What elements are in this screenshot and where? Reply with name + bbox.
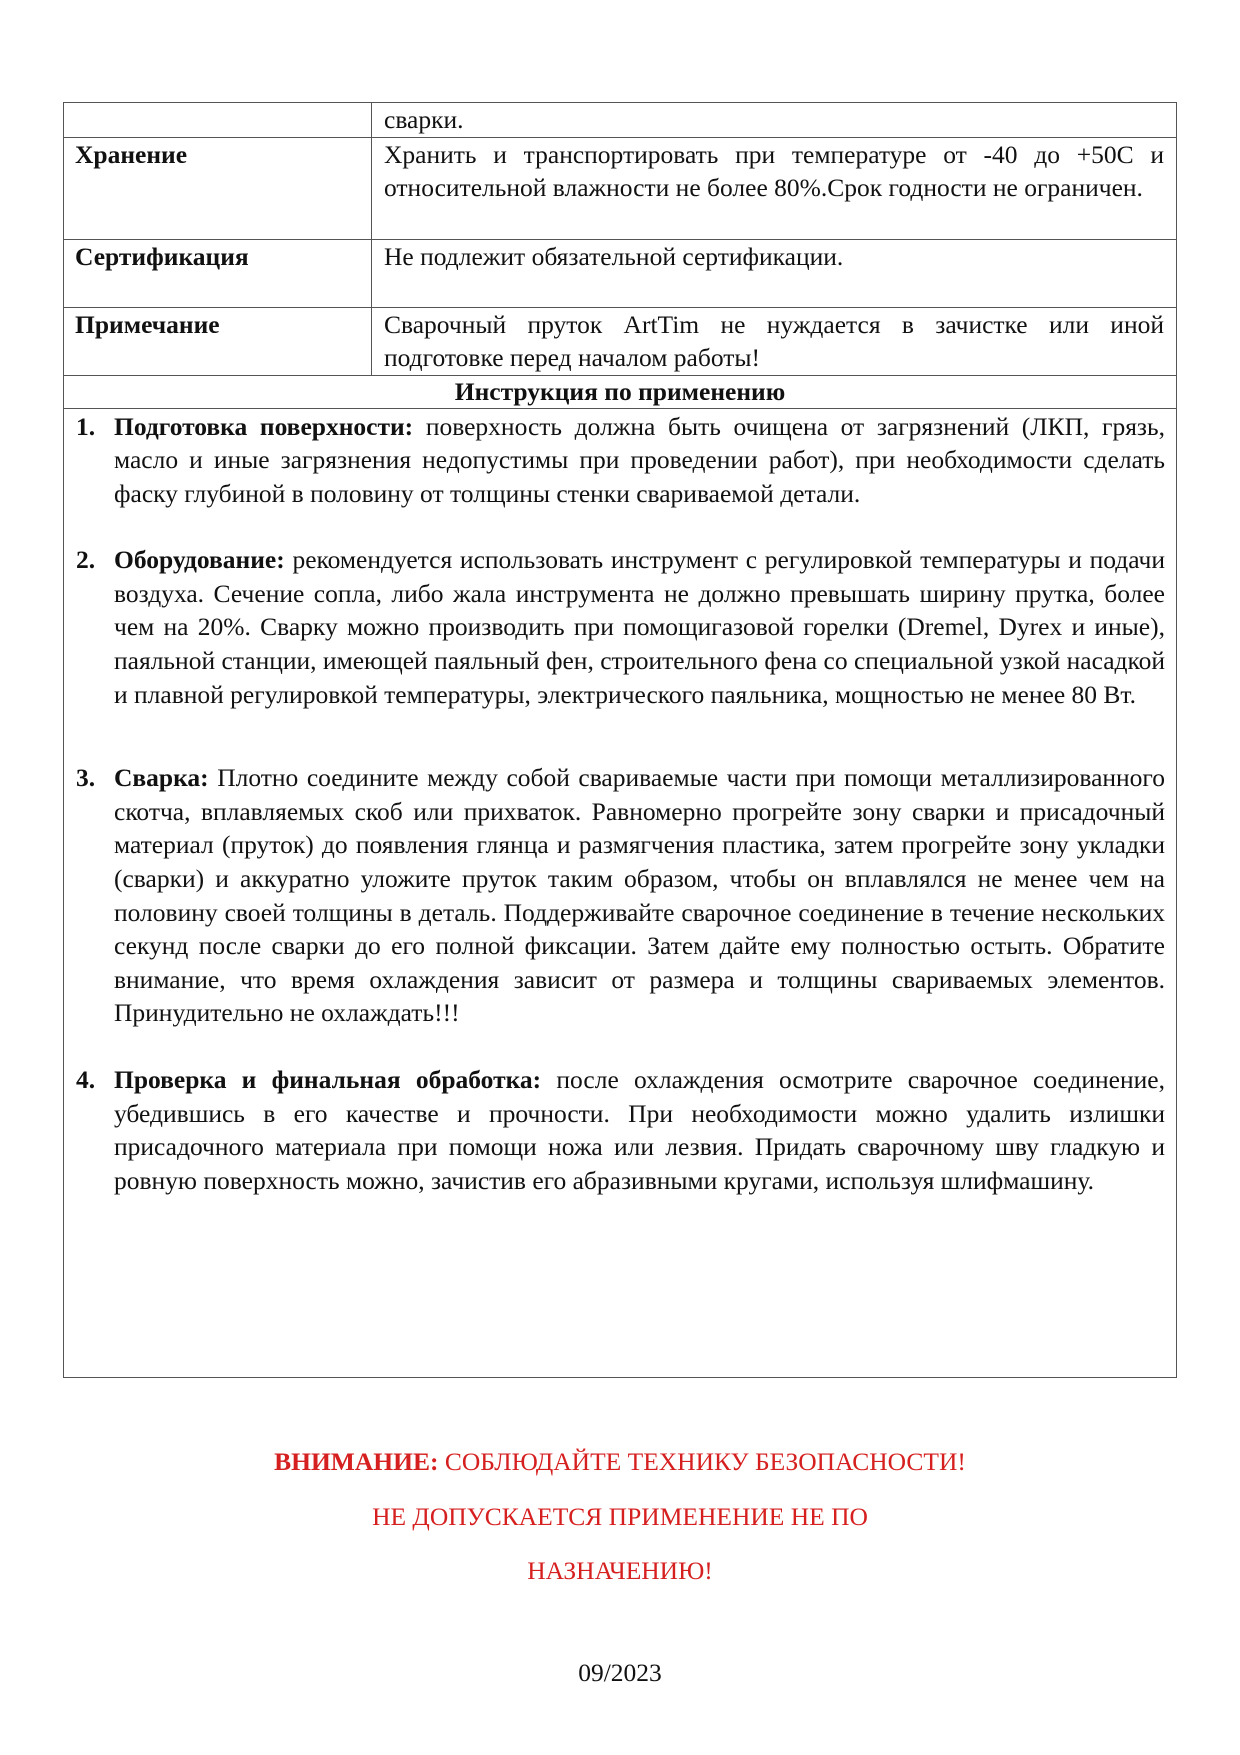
step-text: поверхность должна быть очищена от загрязнений (ЛКП, грязь, масло и иные загрязнения недопустимы при проведении работ), при необходимости сделать фаску глубиной в половину от толщины стенки свариваемой детали.	[114, 411, 1166, 508]
certification-label: Сертификация	[64, 239, 372, 307]
table-row	[64, 375, 1177, 408]
step-text: после охлаждения осмотрите сварочное соединение, убедившись в его качестве и прочности. При необходимости можно удалить излишки присадочного материала при помощи ножа или лезвия. Придать сварочному шву гладкую и ровную поверхность можно, зачистив его абразивными кругами, используя шлифмашину.	[114, 1065, 1165, 1195]
storage-value: Хранить и транспортировать при температуре от -40 до +50С и относительной влажности не более 80%.Срок годности не ограничен.	[372, 137, 1177, 239]
warning-line-1: СОБЛЮДАЙТЕ ТЕХНИКУ БЕЗОПАСНОСТИ!	[438, 1447, 966, 1476]
footer-date: 09/2023	[578, 1658, 662, 1687]
certification-value: Не подлежит обязательной сертификации.	[372, 239, 1177, 307]
instructions-title: Инструкция по применению	[64, 375, 1177, 408]
step-lead: Сварка:	[114, 763, 209, 793]
storage-label: Хранение	[64, 137, 372, 239]
instruction-step-preparation	[64, 410, 1176, 511]
warning-line-3: НАЗНАЧЕНИЮ!	[527, 1556, 713, 1585]
step-number: 4.	[76, 1065, 96, 1094]
table-row	[64, 103, 1177, 138]
step-lead: Подготовка поверхности:	[114, 411, 414, 441]
safety-warning	[0, 1447, 1240, 1477]
instruction-step-inspection	[64, 1063, 1176, 1197]
warning-lead: ВНИМАНИЕ:	[274, 1447, 439, 1476]
note-label: Примечание	[64, 307, 372, 375]
empty-label-cell	[64, 103, 372, 138]
table-row	[64, 239, 1177, 307]
instructions-body	[64, 408, 1177, 1377]
step-text: рекомендуется использовать инструмент с регулировкой температуры и подачи воздуха. Сечение сопла, либо жала инструмента не должно превышать ширину прутка, более чем на 20%. Сварку можно производить при помощигазовой горелки (Dremel, Dyrex и иные), паяльной станции, имеющей паяльный фен, строительного фена со специальной узкой насадкой и плавной регулировкой температуры, электрического паяльника, мощностью не менее 80 Вт.	[114, 545, 1165, 709]
step-number: 1.	[76, 411, 96, 441]
step-text: Плотно соедините между собой свариваемые части при помощи металлизированного скотча, вплавляемых скоб или прихваток. Равномерно прогрейте зону сварки и присадочный материал (пруток) до появления глянца и размягчения пластика, затем прогрейте зону укладки (сварки) и аккуратно уложите пруток таким образом, чтобы он вплавлялся не менее чем на половину своей толщины в деталь. Поддерживайте сварочное соединение в течение нескольких секунд после сварки до его полной фиксации. Затем дайте ему полностью остыть. Обратите внимание, что время охлаждения зависит от размера и толщины свариваемых элементов. Принудительно не охлаждать!!!	[114, 763, 1165, 1028]
step-lead: Оборудование:	[114, 545, 285, 575]
instruction-step-welding	[64, 761, 1176, 1030]
table-row	[64, 408, 1177, 1377]
step-number: 2.	[76, 545, 96, 575]
warning-line-2: НЕ ДОПУСКАЕТСЯ ПРИМЕНЕНИЕ НЕ ПО	[372, 1502, 868, 1531]
note-value: Сварочный пруток ArtTim не нуждается в зачистке или иной подготовке перед началом работы!	[372, 307, 1177, 375]
continuation-value: сварки.	[372, 103, 1177, 138]
product-spec-table	[63, 102, 1177, 1378]
step-lead: Проверка и финальная обработка:	[114, 1065, 542, 1094]
step-number: 3.	[76, 763, 96, 793]
table-row	[64, 307, 1177, 375]
instruction-step-equipment	[64, 543, 1176, 711]
instruction-steps	[64, 410, 1176, 1198]
table-row	[64, 137, 1177, 239]
